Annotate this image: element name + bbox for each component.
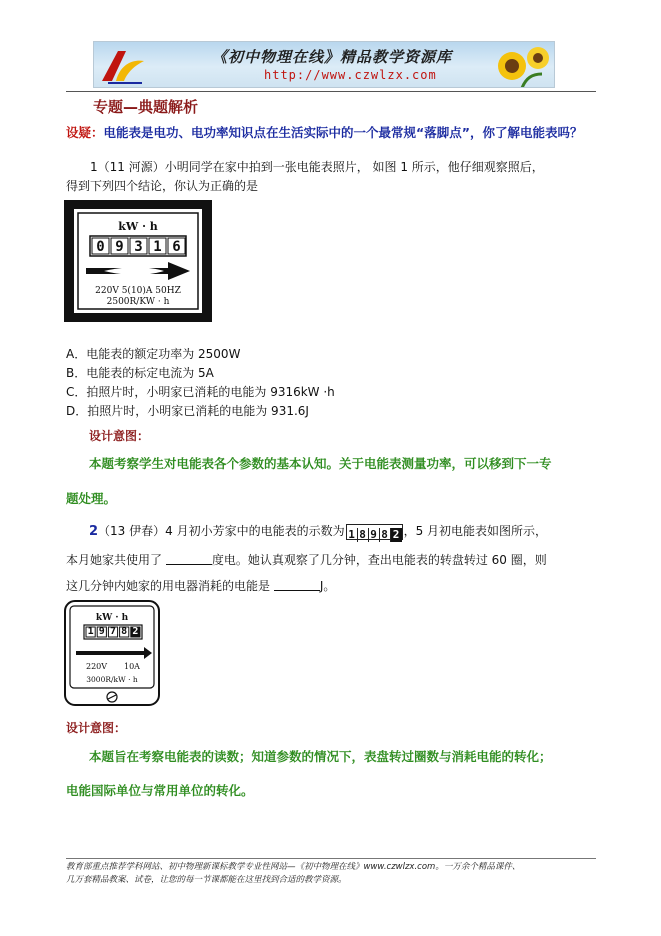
- site-logo-icon: [98, 45, 148, 85]
- design-intent-2-line-2: 电能国际单位与常用单位的转化。: [66, 783, 254, 798]
- sunflower-icon: [492, 44, 552, 88]
- meter-2-spec-right: 10A: [124, 662, 140, 671]
- intro-lead: 设疑：: [66, 125, 104, 140]
- question-2-line-2-a: 本月她家共使用了: [66, 553, 166, 567]
- question-2-number: 2: [89, 524, 99, 539]
- design-intent-1-line-1: 本题考察学生对电能表各个参数的基本认知。关于电能表测量功率，可以移到下一专: [89, 456, 552, 471]
- intro-text: 电能表是电功、电功率知识点在生活实际中的一个最常规“落脚点”，你了解电能表吗？: [103, 125, 583, 140]
- banner-url[interactable]: http://www.czwlzx.com: [264, 68, 437, 82]
- footer-line-2: 几万套精品教案、试卷，让您的每一节课都能在这里找到合适的教学资源。: [66, 875, 347, 885]
- design-intent-2-line-1: 本题旨在考察电能表的读数；知道参数的情况下，表盘转过圈数与消耗电能的转化；: [89, 749, 552, 764]
- meter-digit: 1: [87, 626, 94, 637]
- question-2-line-3: [66, 577, 335, 594]
- meter-2-digits: [86, 626, 140, 637]
- answer-options: [66, 345, 466, 421]
- meter-digit: 7: [109, 626, 117, 637]
- question-2-text-b: ，5 月初电能表如图所示，: [403, 524, 548, 538]
- meter-digit: 8: [121, 626, 128, 637]
- meter-1-digits: [92, 238, 185, 255]
- question-2-line-2-b: 度电。她认真观察了几分钟，查出电能表的转盘转过 60 圈，则: [211, 553, 547, 567]
- inline-meter-reading: [346, 524, 403, 540]
- meter-digit: 9: [115, 239, 124, 255]
- option-d[interactable]: D．拍照片时，小明家已消耗的电能为 931.6J: [66, 404, 309, 418]
- question-2-text-a: （13 伊春）4 月初小芳家中的电能表的示数为: [98, 524, 345, 538]
- meter-digit: 6: [172, 239, 181, 255]
- header-banner: [93, 41, 555, 88]
- question-1-line-1: 1（11 河源）小明同学在家中拍到一张电能表照片， 如图 1 所示，他仔细观察照后，: [90, 160, 544, 174]
- page-title: 专题—典题解析: [93, 98, 199, 116]
- option-c[interactable]: C．拍照片时，小明家已消耗的电能为 9316kW ·h: [66, 385, 335, 399]
- electric-meter-figure-1: [64, 200, 212, 322]
- inline-digit: 8: [380, 528, 391, 542]
- footer-rule: [66, 858, 596, 859]
- meter-digit: 0: [96, 239, 105, 255]
- design-intent-1-line-2: 题处理。: [66, 491, 117, 506]
- inline-digit: 1: [347, 528, 358, 542]
- question-1-text: [66, 158, 596, 196]
- option-a[interactable]: A．电能表的额定功率为 2500W: [66, 347, 241, 361]
- meter-digit: 1: [153, 239, 162, 255]
- meter-2-spec-2: 3000R/kW · h: [86, 675, 138, 684]
- header-rule: [66, 91, 596, 92]
- banner-title: 《初中物理在线》精品教学资源库: [212, 48, 453, 66]
- intro-question: [66, 123, 596, 142]
- question-2-line-2: [66, 551, 547, 568]
- meter-2-spec-left: 220V: [86, 662, 108, 671]
- question-1-line-2: 得到下列四个结论，你认为正确的是: [66, 179, 259, 193]
- inline-digit: 2: [391, 528, 402, 542]
- electric-meter-figure-2: [64, 600, 160, 706]
- meter-1-spec-1: 220V 5(10)A 50HZ: [95, 286, 181, 296]
- meter-1-unit: kW · h: [118, 220, 158, 233]
- question-2-line-3-a: 这几分钟内她家的用电器消耗的电能是: [66, 579, 274, 593]
- answer-blank-1[interactable]: [166, 553, 212, 565]
- meter-digit: 2: [132, 626, 139, 637]
- meter-2-unit: kW · h: [95, 613, 129, 623]
- meter-1-spec-2: 2500R/KW · h: [106, 297, 170, 307]
- design-intent-label-2: 设计意图：: [66, 721, 127, 735]
- option-b[interactable]: B．电能表的标定电流为 5A: [66, 366, 214, 380]
- answer-blank-2[interactable]: [274, 579, 320, 591]
- meter-digit: 9: [98, 626, 105, 637]
- inline-digit: 8: [358, 528, 369, 542]
- footer: [66, 861, 596, 887]
- footer-line-1: 教育部重点推荐学科网站、初中物理新课标教学专业性网站—《初中物理在线》www.czwlzx.com。一万余个精品课件、: [66, 862, 521, 872]
- design-intent-label-1: 设计意图：: [89, 429, 150, 443]
- question-2-line-3-b: J。: [319, 579, 336, 593]
- question-2-line-1: [89, 522, 547, 541]
- inline-digit: 9: [369, 528, 380, 542]
- meter-digit: 3: [134, 239, 143, 255]
